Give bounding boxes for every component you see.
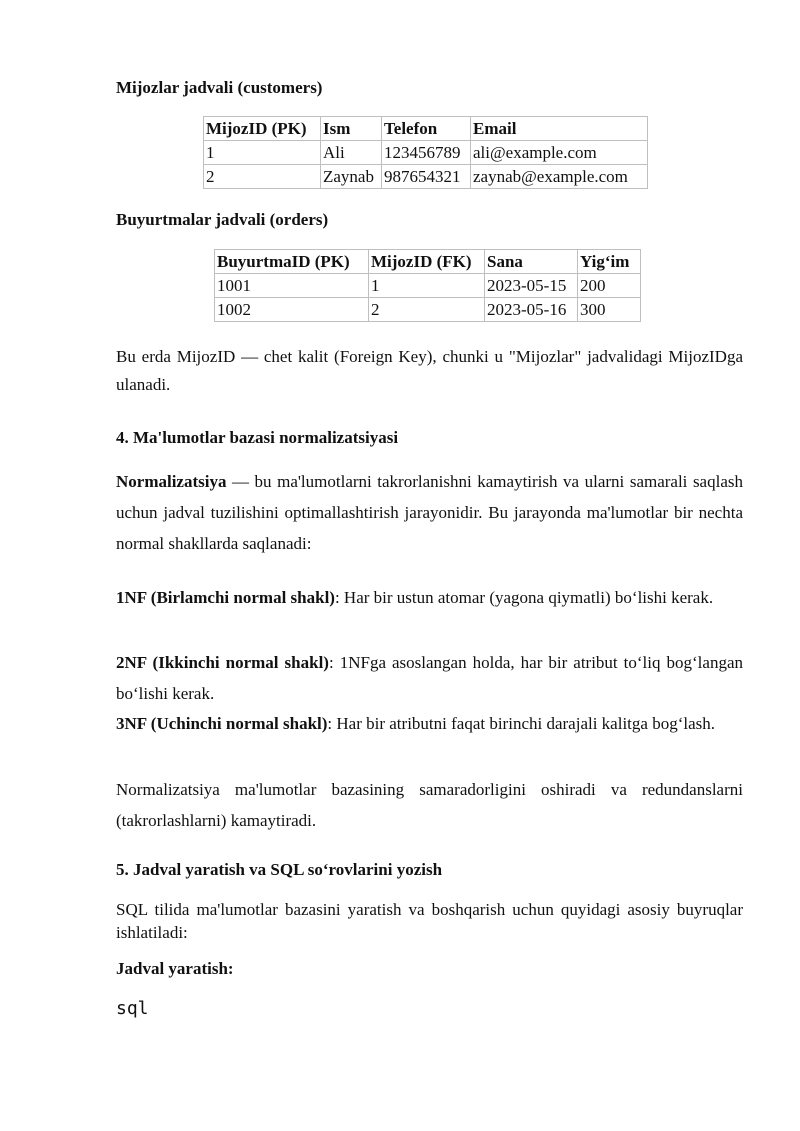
nf2-item (116, 647, 743, 709)
create-table-subheading: Jadval yaratish: (116, 959, 234, 978)
nf1-title: 1NF (Birlamchi normal shakl) (116, 588, 335, 607)
table-header-cell: BuyurtmaID (PK) (215, 250, 369, 274)
table-cell: zaynab@example.com (471, 165, 648, 189)
table-cell: 1 (204, 141, 321, 165)
normalization-definition: — bu ma'lumotlarni takrorlanishni kamaytirish va ularni samarali saqlash uchun jadval tuzilishini optimallashtirish jarayonidir. Bu jarayonda ma'lumotlar bir nechta normal shakllarda saqlanadi: (116, 472, 743, 553)
table-header-cell: Telefon (382, 117, 471, 141)
section-4-heading: 4. Ma'lumotlar bazasi normalizatsiyasi (116, 428, 399, 447)
normalization-intro (116, 466, 743, 559)
sql-intro: SQL tilida ma'lumotlar bazasini yaratish va boshqarish uchun quyidagi asosiy buyruqlar ishlatiladi: (116, 900, 743, 942)
nf1-text: : Har bir ustun atomar (yagona qiymatli) bo‘lishi kerak. (334, 588, 714, 607)
table-header-cell: Yig‘im (578, 250, 641, 274)
normalization-summary: Normalizatsiya ma'lumotlar bazasining samaradorligini oshiradi va redundanslarni (takrorlashlarni) kamaytiradi. (116, 780, 743, 830)
customers-table (203, 116, 648, 189)
table-cell: 1 (369, 274, 485, 298)
nf2-title: 2NF (Ikkinchi normal shakl) (116, 653, 329, 672)
nf3-item (116, 712, 743, 735)
table-cell: Ali (321, 141, 382, 165)
table-cell: 987654321 (382, 165, 471, 189)
section-5-heading: 5. Jadval yaratish va SQL so‘rovlarini yozish (116, 860, 443, 879)
orders-table-title: Buyurtmalar jadvali (orders) (116, 210, 329, 229)
table-cell: 2023-05-16 (485, 298, 578, 322)
table-header-cell: Ism (321, 117, 382, 141)
table-cell: 2023-05-15 (485, 274, 578, 298)
table-header-cell: MijozID (FK) (369, 250, 485, 274)
table-cell: 123456789 (382, 141, 471, 165)
table-header-row (204, 117, 648, 141)
table-cell: 1002 (215, 298, 369, 322)
table-row (215, 274, 641, 298)
table-cell: 300 (578, 298, 641, 322)
table-header-row (215, 250, 641, 274)
table-row (204, 165, 648, 189)
table-cell: 2 (204, 165, 321, 189)
customers-table-title: Mijozlar jadvali (customers) (116, 78, 323, 97)
table-cell: 2 (369, 298, 485, 322)
code-language-label: sql (116, 998, 149, 1019)
table-header-cell: Sana (485, 250, 578, 274)
table-header-cell: MijozID (PK) (204, 117, 321, 141)
nf1-item (116, 582, 743, 613)
table-cell: Zaynab (321, 165, 382, 189)
table-row (204, 141, 648, 165)
table-cell: 200 (578, 274, 641, 298)
nf2-text: : 1NFga asoslangan holda, har bir atribut to‘liq bog‘langan bo‘lishi kerak. (116, 653, 743, 703)
nf3-text: : Har bir atributni faqat birinchi darajali kalitga bog‘lash. (327, 714, 715, 733)
nf3-title: 3NF (Uchinchi normal shakl) (116, 714, 328, 733)
foreign-key-note: Bu erda MijozID — chet kalit (Foreign Key), chunki u "Mijozlar" jadvalidagi MijozIDga ulanadi. (116, 347, 743, 394)
table-cell: ali@example.com (471, 141, 648, 165)
orders-table (214, 249, 641, 322)
table-row (215, 298, 641, 322)
table-header-cell: Email (471, 117, 648, 141)
table-cell: 1001 (215, 274, 369, 298)
normalization-term: Normalizatsiya (116, 472, 227, 491)
